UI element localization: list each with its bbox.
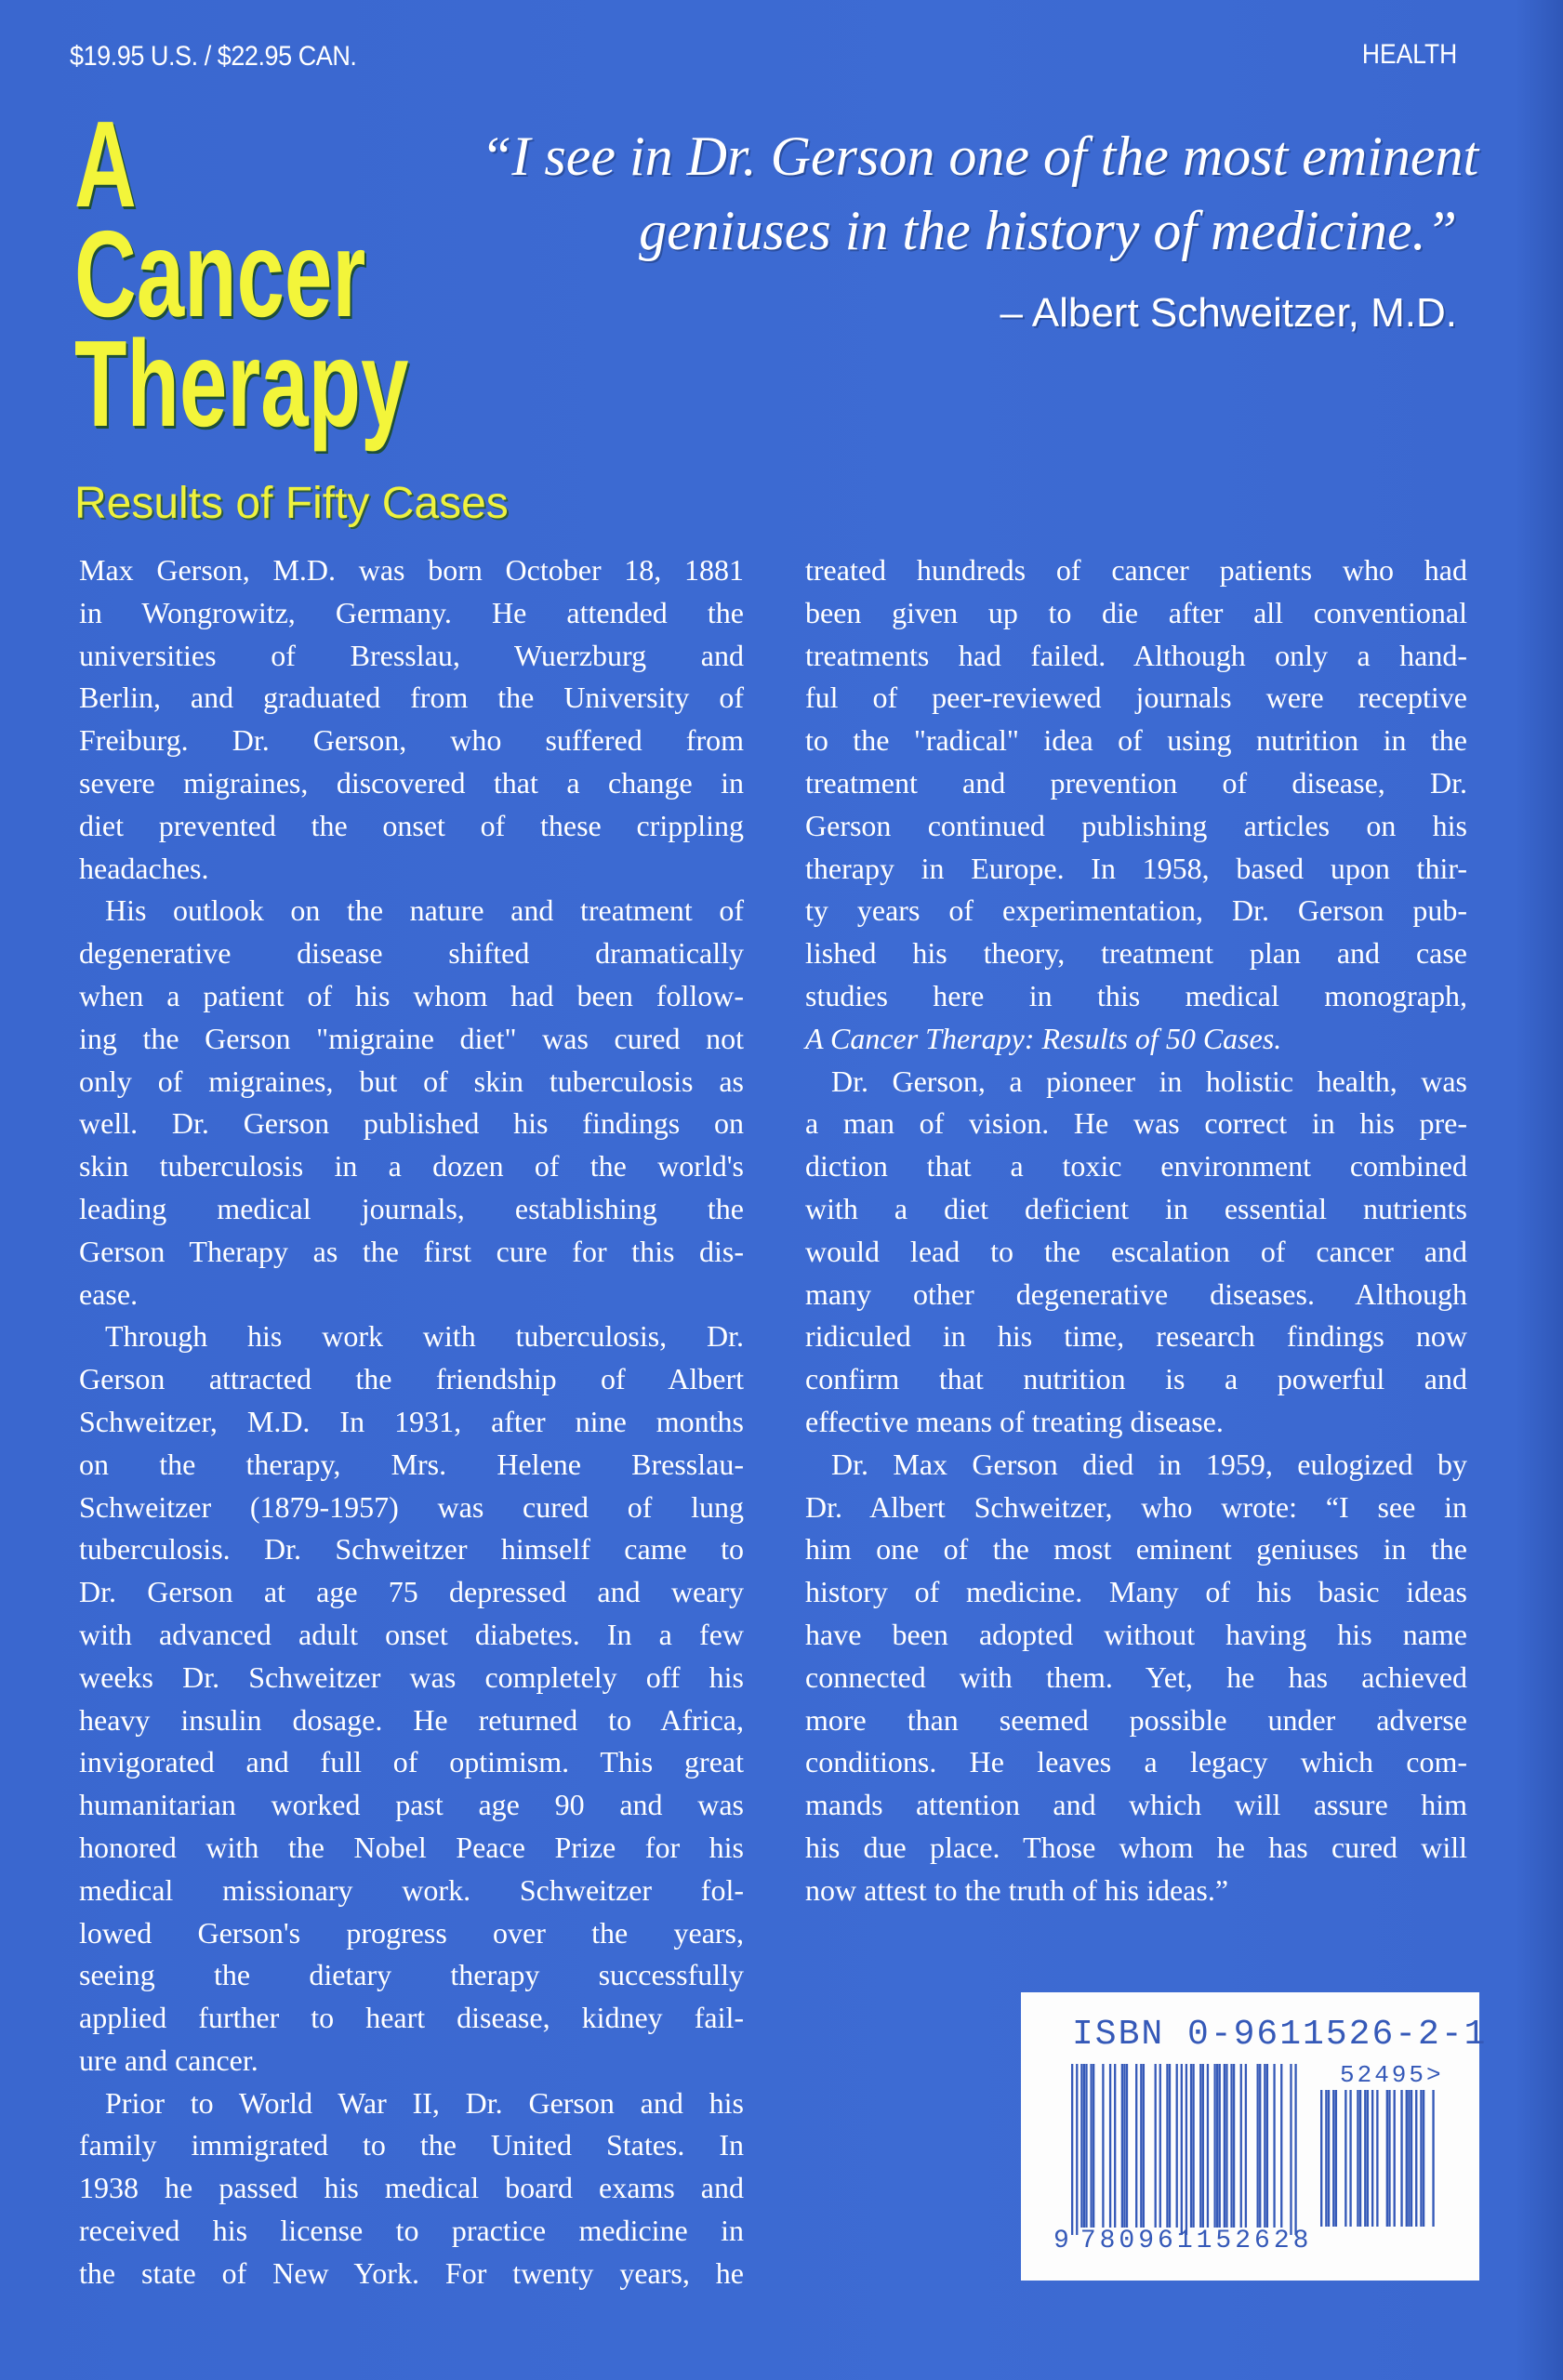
barcode-bar <box>1264 2064 1265 2228</box>
barcode-bar <box>1166 2064 1168 2228</box>
title-line: Therapy <box>74 315 409 452</box>
isbn-number: ISBN 0-9611526-2-1 <box>1072 2015 1488 2055</box>
body-text-line: in Wongrowitz, Germany. He attended the <box>79 595 744 629</box>
addon-barcode-bar <box>1328 2090 1330 2227</box>
body-text-line: lowed Gerson's progress over the years, <box>79 1915 744 1950</box>
barcode-bar <box>1114 2064 1116 2228</box>
barcode-bar <box>1143 2064 1145 2228</box>
barcode-bar <box>1159 2064 1161 2228</box>
body-text-line: conditions. He leaves a legacy which com- <box>805 1745 1467 1779</box>
barcode-bar <box>1230 2064 1232 2228</box>
body-text-line: Dr. Gerson, a pioneer in holistic health, was <box>831 1064 1467 1098</box>
barcode-bar <box>1140 2064 1142 2228</box>
body-text-line: heavy insulin dosage. He returned to Africa, <box>79 1702 744 1737</box>
barcode-bar <box>1280 2064 1282 2228</box>
barcode-bar <box>1085 2064 1087 2228</box>
body-text-line: degenerative disease shifted dramatically <box>79 936 744 971</box>
body-text-line: been given up to die after all conventional <box>805 595 1467 629</box>
addon-barcode-bar <box>1423 2090 1424 2227</box>
barcode-bar <box>1266 2064 1268 2228</box>
body-text-line: lished his theory, treatment plan and case <box>805 936 1467 971</box>
barcode-bar <box>1102 2064 1104 2228</box>
body-text-line: Schweitzer (1879-1957) was cured of lung <box>79 1489 744 1524</box>
body-text-line: a man of vision. He was correct in his pre- <box>805 1106 1467 1141</box>
addon-barcode-bar <box>1335 2090 1337 2227</box>
body-text-line: applied further to heart disease, kidney fail- <box>79 2001 744 2035</box>
barcode-bar <box>1109 2064 1111 2228</box>
body-text-line: his due place. Those whom he has cured will <box>805 1830 1467 1864</box>
barcode-bar <box>1290 2064 1291 2235</box>
body-text-line: Gerson attracted the friendship of Albert <box>79 1362 744 1396</box>
title-line: A <box>74 96 137 232</box>
body-text-line: invigorated and full of optimism. This great <box>79 1745 744 1779</box>
body-text-line: Gerson Therapy as the first cure for this dis- <box>79 1234 744 1268</box>
body-text-line: many other degenerative diseases. Although <box>805 1276 1467 1311</box>
addon-barcode-bar <box>1386 2090 1388 2227</box>
body-text-line: tuberculosis. Dr. Schweitzer himself came to <box>79 1532 744 1567</box>
barcode-bar <box>1121 2064 1123 2228</box>
body-text-line: diet prevented the onset of these crippling <box>79 808 744 842</box>
barcode-bar <box>1080 2064 1082 2228</box>
barcode-bar <box>1185 2064 1187 2235</box>
body-text-line: ease. <box>79 1276 139 1311</box>
barcode-bar <box>1294 2064 1296 2235</box>
body-text-line: Berlin, and graduated from the University of <box>79 681 744 715</box>
body-text-line: medical missionary work. Schweitzer fol- <box>79 1872 744 1907</box>
addon-barcode-bar <box>1408 2090 1410 2227</box>
addon-barcode-bar <box>1359 2090 1361 2227</box>
body-text-line: A Cancer Therapy: Results of 50 Cases. <box>805 1021 1282 1055</box>
body-text-line: ty years of experimentation, Dr. Gerson pub- <box>805 893 1467 928</box>
barcode-bar <box>1240 2064 1242 2228</box>
addon-barcode-bar <box>1349 2090 1351 2227</box>
barcode-bar <box>1245 2064 1247 2228</box>
body-text-line: ing the Gerson "migraine diet" was cured not <box>79 1021 744 1055</box>
body-text-line: mands attention and which will assure him <box>805 1788 1467 1822</box>
body-text-line: only of migraines, but of skin tuberculosis as <box>79 1064 744 1098</box>
barcode-bar <box>1257 2064 1259 2228</box>
barcode-bar <box>1216 2064 1218 2228</box>
addon-barcode-bar <box>1411 2090 1412 2227</box>
addon-barcode-bar <box>1388 2090 1390 2227</box>
body-text-line: on the therapy, Mrs. Helene Bresslau- <box>79 1447 744 1481</box>
body-text-line: history of medicine. Many of his basic ideas <box>805 1575 1467 1609</box>
barcode-bar <box>1233 2064 1235 2228</box>
body-text-line: Dr. Max Gerson died in 1959, eulogized by <box>831 1447 1467 1481</box>
barcode-bar <box>1207 2064 1209 2228</box>
body-text-line: Schweitzer, M.D. In 1931, after nine months <box>79 1404 744 1438</box>
body-text-line: have been adopted without having his name <box>805 1617 1467 1651</box>
body-text-line: well. Dr. Gerson published his findings on <box>79 1106 744 1141</box>
barcode-bar <box>1076 2064 1078 2235</box>
body-text-line: would lead to the escalation of cancer and <box>805 1234 1467 1268</box>
body-text-line: effective means of treating disease. <box>805 1404 1224 1438</box>
barcode-bar <box>1259 2064 1261 2228</box>
body-text-line: Max Gerson, M.D. was born October 18, 1881 <box>79 553 744 587</box>
barcode-bar <box>1071 2064 1073 2235</box>
addon-barcode-bar <box>1332 2090 1334 2227</box>
barcode-bar <box>1169 2064 1171 2228</box>
barcode-bar <box>1090 2064 1092 2228</box>
addon-barcode-bar <box>1357 2090 1358 2227</box>
body-column-right <box>805 549 1467 1912</box>
body-text-line: treated hundreds of cancer patients who had <box>805 553 1467 587</box>
addon-barcode-bar <box>1364 2090 1366 2227</box>
addon-barcode-bar <box>1376 2090 1378 2227</box>
category-label: HEALTH <box>1361 39 1457 70</box>
body-text-line: connected with them. Yet, he has achieved <box>805 1659 1467 1694</box>
body-text-line: therapy in Europe. In 1958, based upon thir- <box>805 851 1467 885</box>
body-column-left <box>79 549 744 2295</box>
addon-barcode-bar <box>1394 2090 1396 2227</box>
body-text-line: received his license to practice medicine in <box>79 2214 744 2248</box>
body-text-line: honored with the Nobel Peace Prize for his <box>79 1830 744 1864</box>
addon-barcode-bar <box>1325 2090 1327 2227</box>
body-text-line: ful of peer-reviewed journals were receptive <box>805 681 1467 715</box>
body-text-line: ridiculed in his time, research findings now <box>805 1319 1467 1354</box>
barcode-bar <box>1126 2064 1128 2228</box>
book-subtitle: Results of Fifty Cases <box>74 479 509 528</box>
body-text-line: skin tuberculosis in a dozen of the world's <box>79 1149 744 1183</box>
body-text-line: universities of Bresslau, Wuerzburg and <box>79 638 744 672</box>
body-text-line: diction that a toxic environment combined <box>805 1149 1467 1183</box>
body-text-line: now attest to the truth of his ideas.” <box>805 1872 1229 1907</box>
body-text-line: Freiburg. Dr. Gerson, who suffered from <box>79 723 744 758</box>
body-text-line: Dr. Gerson at age 75 depressed and weary <box>79 1575 744 1609</box>
body-text-line: leading medical journals, establishing the <box>79 1191 744 1225</box>
barcode-bar <box>1219 2064 1221 2228</box>
title-line: Cancer <box>74 205 366 342</box>
price-addon-digits: 52495> <box>1340 2061 1444 2089</box>
barcode-bar <box>1273 2064 1275 2228</box>
addon-barcode-bar <box>1367 2090 1369 2227</box>
ean-digits <box>1053 2227 1312 2255</box>
quote-line: “I see in Dr. Gerson one of the most eminent <box>481 126 1479 187</box>
quote-attribution: – Albert Schweitzer, M.D. <box>1000 290 1457 336</box>
addon-barcode-bar <box>1400 2090 1402 2227</box>
barcode-bar <box>1192 2064 1194 2228</box>
barcode-bar <box>1213 2064 1215 2228</box>
barcode-bar <box>1093 2064 1094 2228</box>
body-text-line: with advanced adult onset diabetes. In a few <box>79 1617 744 1651</box>
body-text-line: when a patient of his whom had been follow- <box>79 978 744 1012</box>
book-title <box>74 96 409 452</box>
body-text-line: weeks Dr. Schweitzer was completely off his <box>79 1659 744 1694</box>
body-text-line: His outlook on the nature and treatment of <box>105 893 744 928</box>
addon-barcode-bar <box>1320 2090 1322 2227</box>
addon-barcode-bar <box>1432 2090 1434 2227</box>
body-text-line: confirm that nutrition is a powerful and <box>805 1362 1467 1396</box>
addon-barcode-bar <box>1420 2090 1422 2227</box>
barcode-bar <box>1202 2064 1204 2228</box>
body-text-line: ure and cancer. <box>79 2043 258 2077</box>
addon-barcode-bar <box>1415 2090 1417 2227</box>
barcode-bar <box>1083 2064 1085 2228</box>
barcode-bar <box>1225 2064 1227 2228</box>
ean-first-digit: 9 <box>1053 2227 1073 2255</box>
body-text-line: Dr. Albert Schweitzer, who wrote: “I see in <box>805 1489 1467 1524</box>
body-text-line: severe migraines, discovered that a change in <box>79 765 744 800</box>
addon-barcode-bar <box>1371 2090 1373 2227</box>
body-text-line: Through his work with tuberculosis, Dr. <box>105 1319 744 1354</box>
ean-remaining-digits: 780961152628 <box>1080 2227 1313 2255</box>
body-text-line: treatment and prevention of disease, Dr. <box>805 765 1467 800</box>
price-label: $19.95 U.S. / $22.95 CAN. <box>70 41 357 72</box>
body-text-line: the state of New York. For twenty years, he <box>79 2255 744 2290</box>
pull-quote <box>481 119 1479 268</box>
body-text-line: family immigrated to the United States. In <box>79 2128 744 2162</box>
body-text-line: more than seemed possible under adverse <box>805 1702 1467 1737</box>
body-text-line: with a diet deficient in essential nutrients <box>805 1191 1467 1225</box>
body-text-line: Prior to World War II, Dr. Gerson and his <box>105 2085 744 2120</box>
addon-barcode-bar <box>1406 2090 1408 2227</box>
body-text-line: studies here in this medical monograph, <box>805 978 1467 1012</box>
barcode-bar <box>1176 2064 1178 2228</box>
body-text-line: headaches. <box>79 851 209 885</box>
body-text-line: to the "radical" idea of using nutrition in the <box>805 723 1467 758</box>
body-text-line: humanitarian worked past age 90 and was <box>79 1788 744 1822</box>
body-text-line: treatments had failed. Although only a hand- <box>805 638 1467 672</box>
barcode-bar <box>1199 2064 1201 2228</box>
barcode-label <box>1021 1992 1488 2281</box>
body-text-line: Gerson continued publishing articles on his <box>805 808 1467 842</box>
body-text-line: him one of the most eminent geniuses in the <box>805 1532 1467 1567</box>
addon-barcode-bar <box>1344 2090 1346 2227</box>
body-text-line: seeing the dietary therapy successfully <box>79 1958 744 1992</box>
barcode-bar <box>1135 2064 1137 2228</box>
barcode-bar <box>1224 2064 1225 2228</box>
barcode-bar <box>1190 2064 1192 2228</box>
barcode-bar <box>1181 2064 1183 2235</box>
body-text-line: 1938 he passed his medical board exams and <box>79 2171 744 2205</box>
quote-line: geniuses in the history of medicine.” <box>639 200 1457 261</box>
barcode-bar <box>1155 2064 1157 2228</box>
barcode-bar <box>1123 2064 1125 2228</box>
